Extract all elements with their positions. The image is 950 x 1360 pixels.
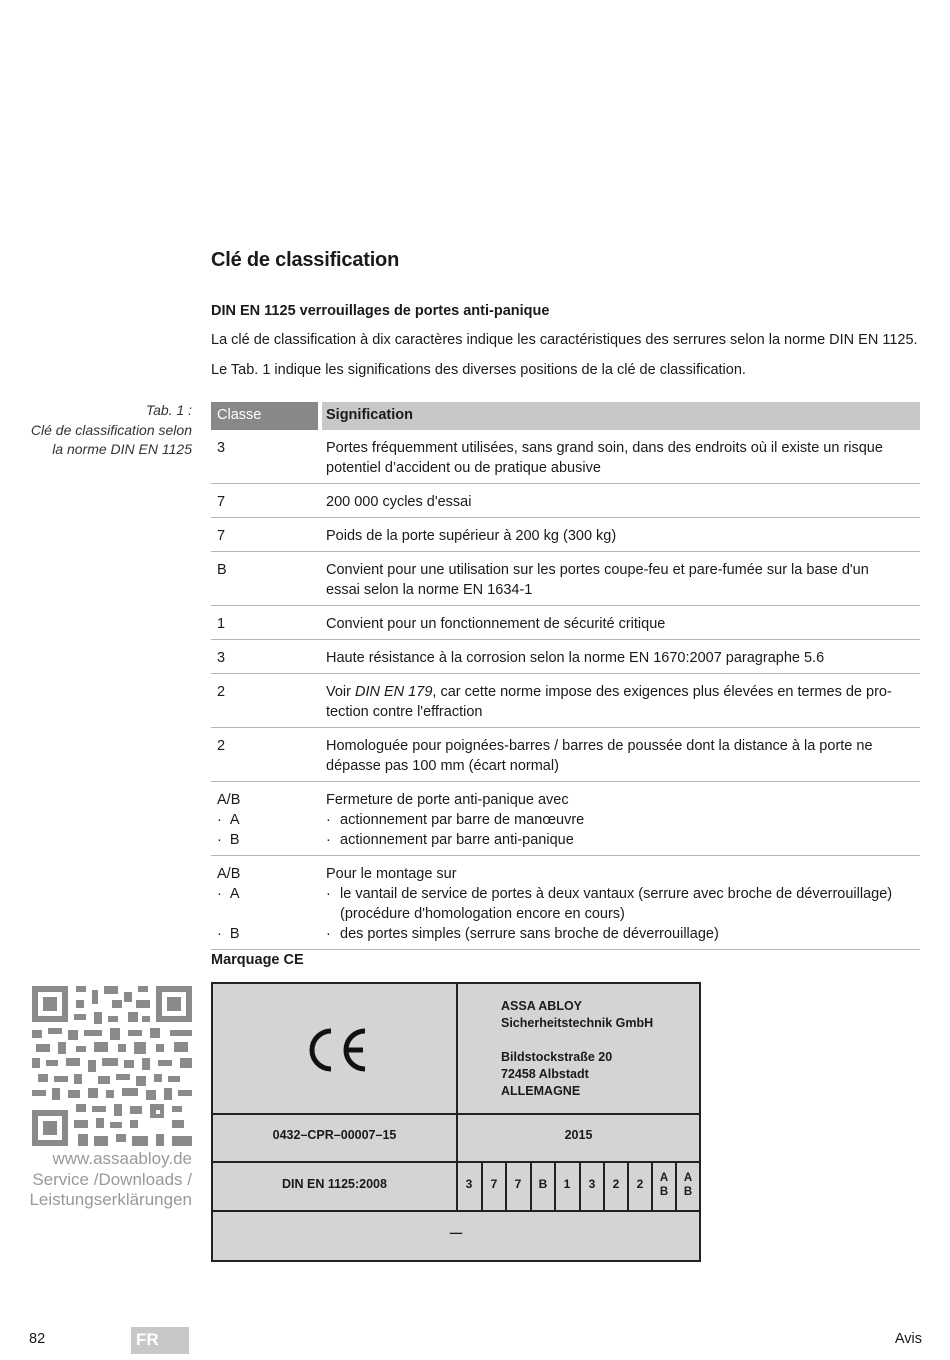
- row-classe: 3: [217, 440, 226, 456]
- signification-line: Pour le montage sur: [326, 866, 457, 882]
- table-caption: [10, 401, 192, 460]
- row-classe: 1: [217, 616, 226, 632]
- classe-bullet: · A: [217, 886, 240, 902]
- class-digit: 2: [612, 1177, 620, 1191]
- bullet-text: des portes simples (serrure sans broche de déverrouillage): [340, 926, 719, 942]
- table-row: [211, 856, 920, 950]
- row-classe: 2: [217, 684, 226, 700]
- row-signification: [322, 864, 920, 944]
- signification-line: essai selon la norme EN 1634-1: [326, 582, 533, 598]
- row-signification: [322, 438, 920, 478]
- ab-value: A: [683, 1172, 693, 1184]
- company-name-2: Sicherheitstechnik GmbH: [501, 1016, 654, 1030]
- class-digit: 3: [588, 1177, 596, 1191]
- intro-paragraph-1: La clé de classification à dix caractères indique les caractéristiques des serrures selon la norme DIN EN 1125.: [211, 332, 918, 348]
- certificate-number: 0432–CPR–00007–15: [272, 1128, 397, 1142]
- ab-value: B: [683, 1186, 693, 1198]
- table-row: [211, 484, 920, 518]
- signification-line: Homologuée pour poignées-barres / barres de poussée dont la distance à la porte ne: [326, 738, 873, 754]
- header-classe: Classe: [211, 402, 318, 430]
- bullet-text: actionnement par barre de manœuvre: [340, 812, 585, 828]
- manufacturer-address: [501, 998, 653, 1100]
- row-signification: [322, 560, 920, 600]
- classe-value: A: [229, 812, 240, 828]
- class-digit: 7: [514, 1177, 522, 1191]
- certificate-year: 2015: [564, 1128, 593, 1142]
- row-classe: 7: [217, 494, 226, 510]
- bullet-item: · actionnement par barre anti-panique: [326, 832, 574, 848]
- bullet-item: · le vantail de service de portes à deux vantaux (serrure avec broche de déverrouillage) (procédure d'homologation encore en cours): [326, 886, 893, 922]
- row-signification: Haute résistance à la corrosion selon la norme EN 1670:2007 paragraphe 5.6: [326, 650, 825, 666]
- classe-bullet: · B: [217, 832, 240, 848]
- norm-reference: DIN EN 1125:2008: [282, 1177, 387, 1191]
- caption-line-1: Clé de classification selon: [30, 421, 192, 438]
- classe-value: B: [229, 926, 240, 942]
- bullet-text: actionnement par barre anti-panique: [340, 832, 574, 848]
- class-digit-ab: [676, 1171, 700, 1199]
- norm-reference: DIN EN 179: [355, 684, 433, 700]
- classe-value: A/B: [217, 792, 241, 808]
- class-digit: B: [538, 1177, 548, 1191]
- table-row: [211, 728, 920, 782]
- website-path: Service /Downloads /: [32, 1169, 192, 1189]
- classe-bullet: · A: [217, 812, 240, 828]
- bullet-item: · des portes simples (serrure sans broche de déverrouillage): [326, 926, 719, 942]
- row-signification: Poids de la porte supérieur à 200 kg (300 kg): [326, 528, 617, 544]
- row-classe: [211, 790, 318, 850]
- website-url[interactable]: www.assaabloy.de: [52, 1149, 192, 1168]
- signification-line: Fermeture de porte anti-panique avec: [326, 792, 569, 808]
- table-row: [211, 640, 920, 674]
- website-reference: [10, 1149, 192, 1211]
- class-digit-ab: [652, 1171, 676, 1199]
- signification-line: potentiel d’accident ou de pratique abusive: [326, 460, 601, 476]
- signification-rest: , car cette norme impose des exigences plus élevées en termes de pro-: [432, 684, 892, 700]
- ab-value: A: [659, 1172, 669, 1184]
- ce-section-title: Marquage CE: [211, 952, 304, 968]
- bullet-text: le vantail de service de portes à deux vantaux (serrure avec broche de déverrouillage) (procédure d'homologation encore en cours): [340, 886, 893, 922]
- caption-line-2: la norme DIN EN 1125: [52, 441, 192, 457]
- class-digit: 3: [465, 1177, 473, 1191]
- signification-line: Portes fréquemment utilisées, sans grand soin, dans des endroits où il existe un risque: [326, 440, 883, 456]
- class-digit: 2: [636, 1177, 644, 1191]
- website-path: Leistungserklärungen: [29, 1190, 192, 1209]
- signification-line: dépasse pas 100 mm (écart normal): [326, 758, 559, 774]
- caption-label: Tab. 1 :: [145, 402, 192, 418]
- classification-table: [211, 402, 920, 950]
- classe-spacer: [217, 904, 318, 924]
- page-number: 82: [29, 1331, 46, 1347]
- ab-value: B: [659, 1186, 669, 1198]
- ce-marking-label: [211, 982, 701, 1262]
- ce-mark-icon: [305, 1026, 369, 1074]
- table-row: [211, 674, 920, 728]
- row-signification: 200 000 cycles d'essai: [326, 494, 472, 510]
- row-signification: [322, 790, 920, 850]
- class-digit: 1: [563, 1177, 571, 1191]
- classe-value: B: [229, 832, 240, 848]
- section-name: Avis: [894, 1331, 922, 1347]
- country: ALLEMAGNE: [501, 1084, 581, 1098]
- company-name: ASSA ABLOY: [501, 999, 583, 1013]
- table-row: [211, 518, 920, 552]
- row-classe: 2: [217, 738, 226, 754]
- row-signification: [322, 682, 920, 722]
- language-badge: FR: [131, 1327, 189, 1354]
- row-classe: 3: [217, 650, 226, 666]
- signification-line: [326, 682, 910, 702]
- classe-value: A/B: [217, 866, 241, 882]
- row-classe: 7: [217, 528, 226, 544]
- header-signification: Signification: [322, 402, 920, 430]
- table-header: [211, 402, 920, 430]
- table-row: [211, 782, 920, 856]
- city: 72458 Albstadt: [501, 1067, 589, 1081]
- signification-line: tection contre l'effraction: [326, 704, 483, 720]
- address-spacer: [501, 1032, 653, 1049]
- classe-bullet: · B: [217, 926, 240, 942]
- row-classe: [211, 864, 318, 944]
- table-row: [211, 430, 920, 484]
- signification-line: Convient pour une utilisation sur les portes coupe-feu et pare-fumée sur la base d'un: [326, 562, 869, 578]
- table-row: [211, 552, 920, 606]
- table-row: [211, 606, 920, 640]
- classe-value: A: [229, 886, 240, 902]
- row-signification: Convient pour un fonctionnement de sécurité critique: [326, 616, 666, 632]
- row-signification: [322, 736, 920, 776]
- signification-prefix: Voir: [326, 684, 356, 700]
- page-title: Clé de classification: [211, 249, 400, 271]
- row-classe: B: [217, 562, 227, 578]
- class-digit: 7: [490, 1177, 498, 1191]
- divider: [213, 1113, 699, 1115]
- empty-field-dash: —: [449, 1226, 463, 1240]
- bullet-item: · actionnement par barre de manœuvre: [326, 812, 585, 828]
- section-subtitle: DIN EN 1125 verrouillages de portes anti-panique: [211, 303, 550, 319]
- intro-paragraph-2: Le Tab. 1 indique les significations des diverses positions de la clé de classification.: [211, 362, 746, 378]
- street: Bildstockstraße 20: [501, 1050, 613, 1064]
- qr-code-icon: [32, 986, 192, 1146]
